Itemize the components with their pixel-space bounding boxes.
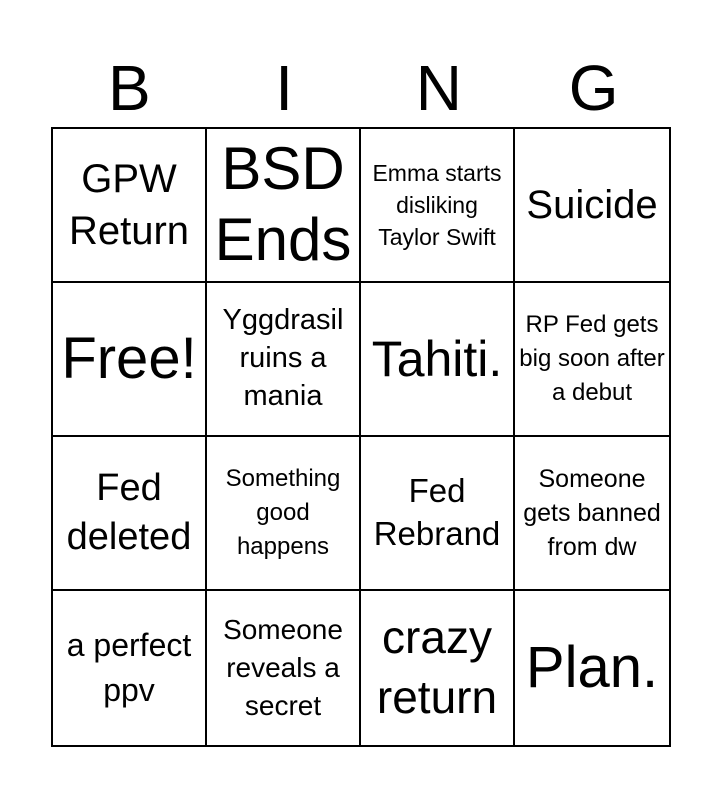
bingo-cell[interactable] bbox=[207, 129, 361, 283]
bingo-cell[interactable] bbox=[53, 437, 207, 591]
bingo-cell[interactable] bbox=[515, 591, 669, 745]
bingo-cell-text: a perfect ppv bbox=[66, 626, 192, 708]
bingo-cell-text: Emma starts disliking Taylor Swift bbox=[372, 159, 502, 251]
bingo-header bbox=[52, 48, 671, 128]
bingo-cell-text: Suicide bbox=[526, 183, 658, 227]
bingo-cell[interactable] bbox=[207, 437, 361, 591]
bingo-board bbox=[51, 127, 671, 747]
bingo-cell[interactable] bbox=[361, 283, 515, 437]
bingo-cell-text: Yggdrasil ruins a mania bbox=[222, 304, 344, 412]
bingo-cell-text: GPW Return bbox=[68, 157, 190, 253]
bingo-cell[interactable] bbox=[361, 129, 515, 283]
bingo-cell[interactable] bbox=[53, 591, 207, 745]
header-letter-n: N bbox=[415, 52, 462, 124]
bingo-cell[interactable] bbox=[53, 283, 207, 437]
bingo-cell[interactable] bbox=[207, 283, 361, 437]
bingo-cell[interactable] bbox=[361, 591, 515, 745]
bingo-cell-text: RP Fed gets big soon after a debut bbox=[519, 310, 665, 407]
bingo-cell[interactable] bbox=[53, 129, 207, 283]
bingo-cell-text: Fed deleted bbox=[66, 466, 192, 558]
bingo-cell[interactable] bbox=[515, 129, 669, 283]
bingo-cell-text: Someone gets banned from dw bbox=[523, 465, 661, 561]
bingo-cell[interactable] bbox=[515, 437, 669, 591]
bingo-cell-text: BSD Ends bbox=[214, 135, 352, 273]
bingo-cell[interactable] bbox=[361, 437, 515, 591]
bingo-cell-text: Something good happens bbox=[225, 464, 341, 561]
bingo-cell[interactable] bbox=[207, 591, 361, 745]
header-letter-b: B bbox=[108, 52, 151, 124]
bingo-cell-text: Tahiti. bbox=[371, 331, 503, 387]
bingo-cell[interactable] bbox=[515, 283, 669, 437]
bingo-cell-text: Free! bbox=[61, 326, 197, 392]
bingo-cell-text: Someone reveals a secret bbox=[223, 614, 343, 721]
header-letter-g: G bbox=[568, 52, 619, 124]
header-letter-i: I bbox=[275, 52, 294, 124]
bingo-cell-text: Plan. bbox=[525, 635, 659, 701]
bingo-cell-text: crazy return bbox=[376, 611, 498, 723]
bingo-cell-text: Fed Rebrand bbox=[373, 472, 501, 552]
